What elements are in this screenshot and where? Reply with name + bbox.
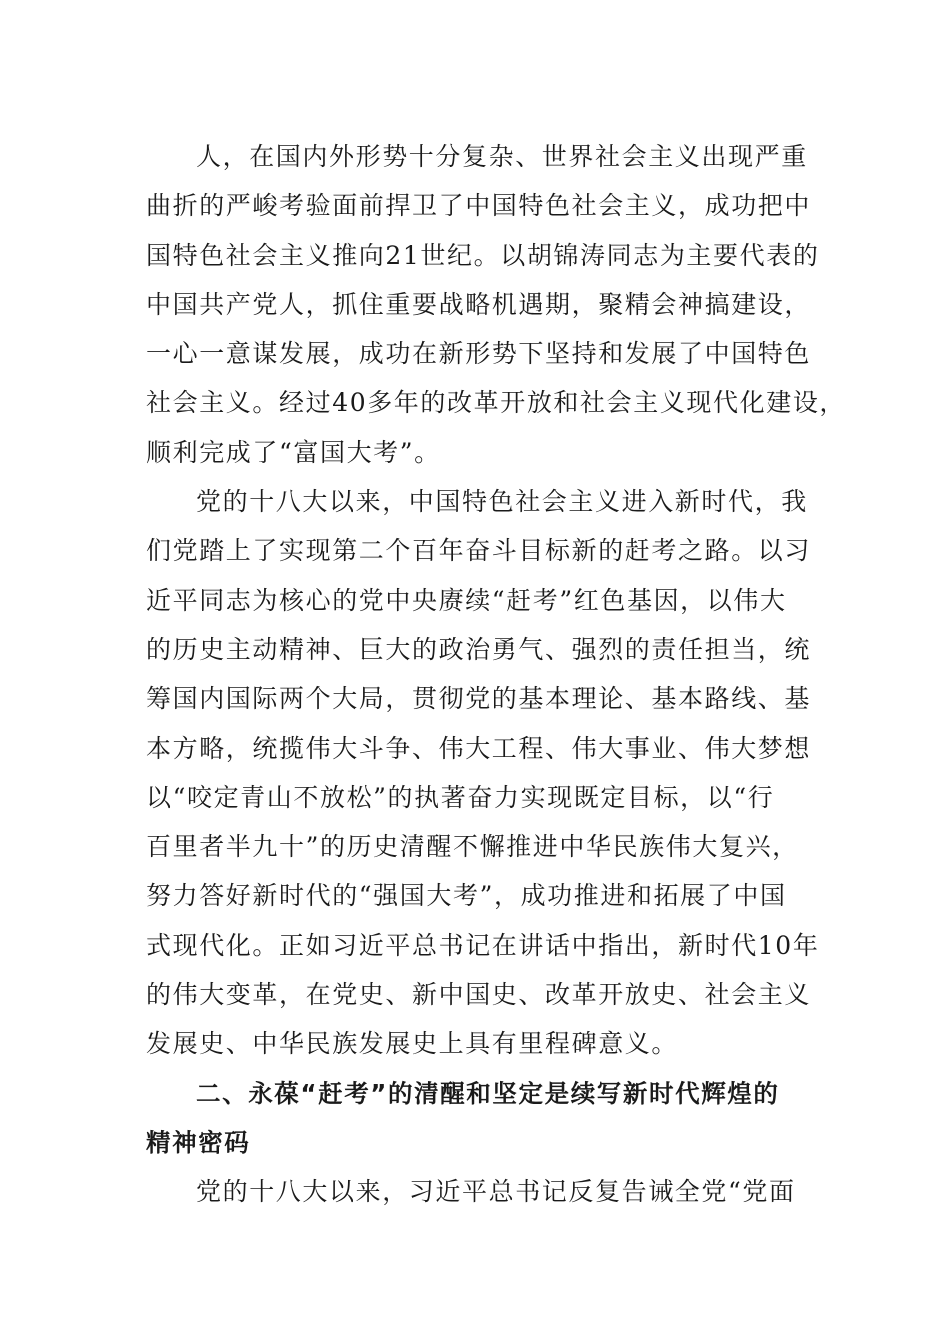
text-line: 党的十八大以来，习近平总书记反复告诫全党“党面 bbox=[196, 1177, 796, 1207]
paragraph bbox=[146, 1167, 806, 1216]
paragraph bbox=[146, 477, 820, 1069]
text-line: 国特色社会主义推向21世纪。以胡锦涛同志为主要代表的 bbox=[146, 240, 820, 270]
text-line: 社会主义。经过40多年的改革开放和社会主义现代化建设， bbox=[146, 388, 847, 418]
text-line: 努力答好新时代的“强国大考”，成功推进和拓展了中国 bbox=[146, 881, 787, 911]
heading-line: 二、永葆“赶考”的清醒和坚定是续写新时代辉煌的 bbox=[196, 1078, 780, 1108]
text-line: 人，在国内外形势十分复杂、世界社会主义出现严重 bbox=[196, 142, 808, 171]
text-line: 发展史、中华民族发展史上具有里程碑意义。 bbox=[146, 1029, 679, 1059]
document-page bbox=[146, 132, 847, 1217]
text-line: 中国共产党人，抓住重要战略机遇期，聚精会神搞建设， bbox=[146, 289, 812, 319]
text-line: 的伟大变革，在党史、新中国史、改革开放史、社会主义 bbox=[146, 980, 812, 1010]
text-line: 顺利完成了“富国大考”。 bbox=[146, 437, 441, 467]
heading-line: 精神密码 bbox=[146, 1127, 251, 1157]
text-line: 一心一意谋发展，成功在新形势下坚持和发展了中国特色 bbox=[146, 339, 812, 369]
text-line: 们党踏上了实现第二个百年奋斗目标新的赶考之路。以习 bbox=[146, 536, 812, 566]
text-line: 的历史主动精神、巨大的政治勇气、强烈的责任担当，统 bbox=[146, 634, 812, 664]
section-heading bbox=[146, 1069, 806, 1168]
text-line: 曲折的严峻考验面前捍卫了中国特色社会主义，成功把中 bbox=[146, 191, 812, 221]
text-line: 本方略，统揽伟大斗争、伟大工程、伟大事业、伟大梦想 bbox=[146, 733, 812, 763]
text-line: 以“咬定青山不放松”的执著奋力实现既定目标，以“行 bbox=[146, 782, 775, 812]
text-line: 百里者半九十”的历史清醒不懈推进中华民族伟大复兴， bbox=[146, 832, 799, 862]
text-line: 近平同志为核心的党中央赓续“赶考”红色基因，以伟大 bbox=[146, 585, 787, 615]
text-line: 式现代化。正如习近平总书记在讲话中指出，新时代10年 bbox=[146, 930, 820, 960]
paragraph bbox=[146, 132, 847, 477]
text-line: 筹国内国际两个大局，贯彻党的基本理论、基本路线、基 bbox=[146, 684, 812, 714]
text-line: 党的十八大以来，中国特色社会主义进入新时代，我 bbox=[196, 487, 808, 517]
